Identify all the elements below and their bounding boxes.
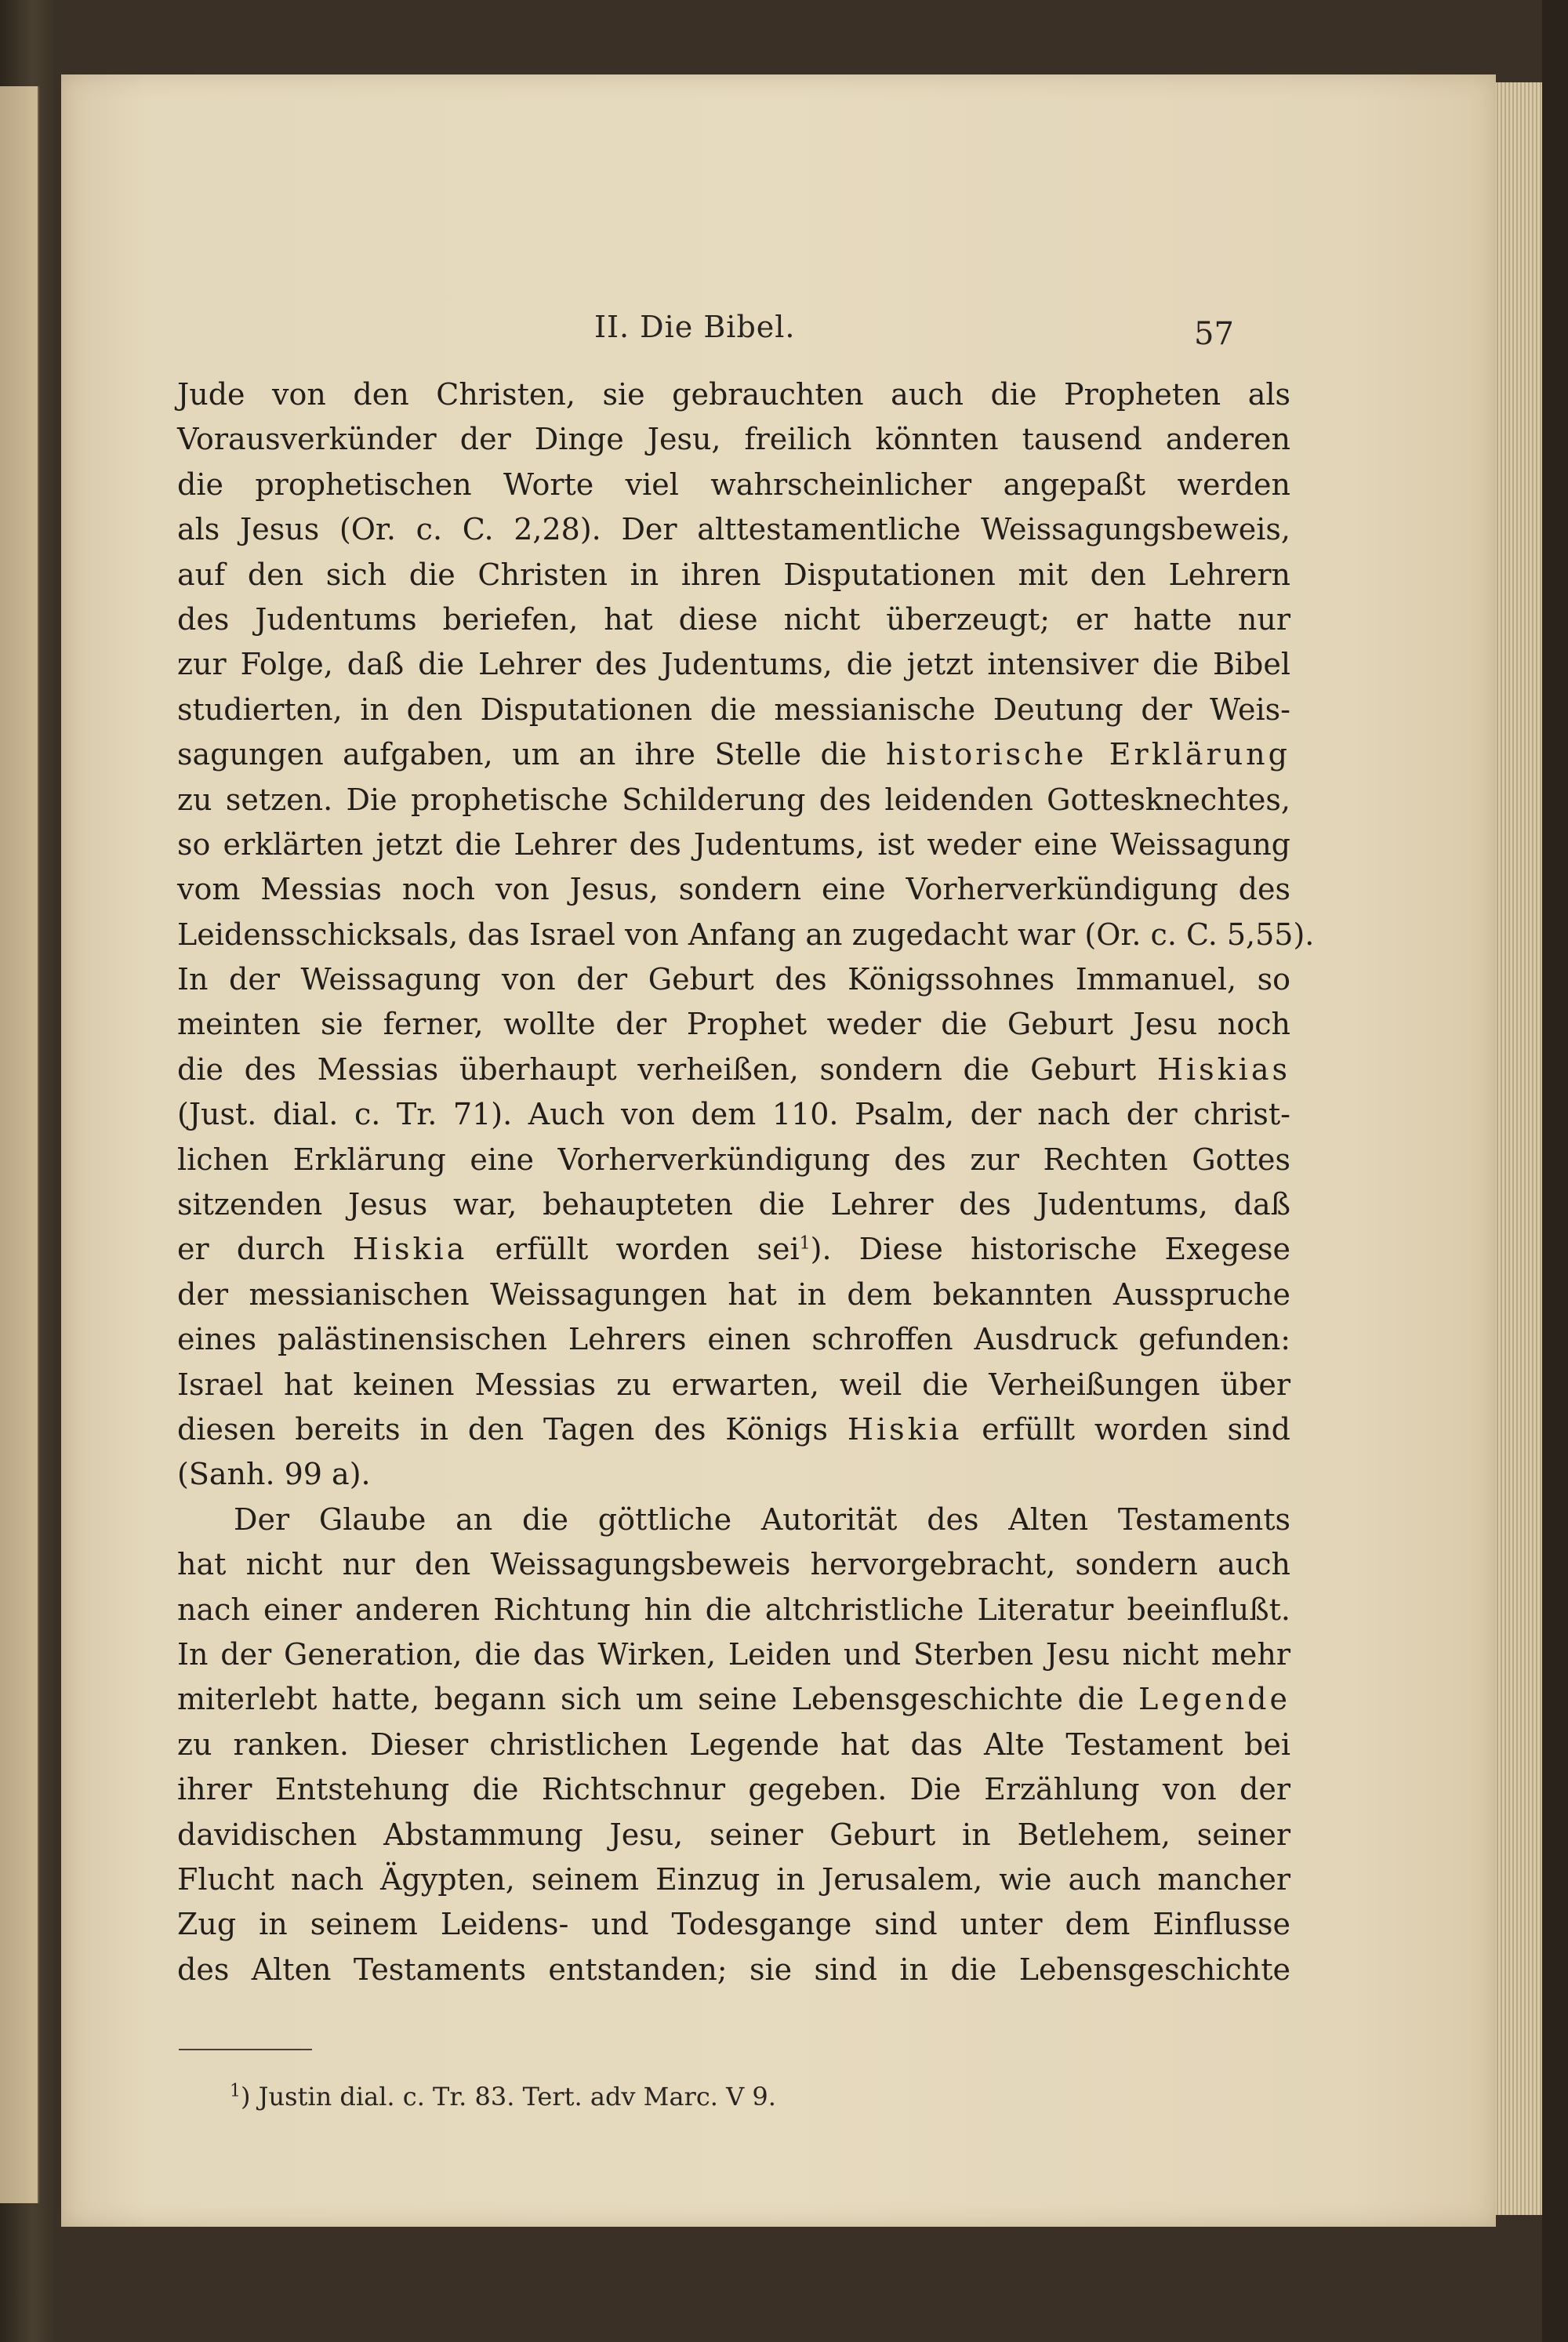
text-line: als Jesus (Or. c. C. 2,28). Der alttestamentliche Weissagungsbeweis, (177, 512, 1290, 547)
spaced-emphasis: Legende (1138, 1682, 1290, 1717)
text-line (177, 732, 1290, 777)
footnote-reference[interactable]: 1 (799, 1233, 811, 1254)
text-line: Jude von den Christen, sie gebrauchten auch die Propheten als (177, 377, 1290, 412)
footnote-text: Justin dial. c. Tr. 83. Tert. adv Marc. V 9. (258, 2082, 776, 2111)
page-stack-edges (1494, 82, 1543, 2215)
text-line: auf den sich die Christen in ihren Disputationen mit den Lehrern (177, 557, 1290, 592)
text-line (177, 1227, 1290, 1272)
text-segment: er durch (177, 1232, 325, 1267)
body-text (177, 372, 1315, 1992)
footnote-marker-close: ) (241, 2082, 251, 2111)
text-line: des Judentums beriefen, hat diese nicht überzeugt; er hatte nur (177, 601, 1290, 637)
text-line: der messianischen Weissagungen hat in dem bekannten Ausspruche (177, 1276, 1290, 1312)
spaced-emphasis: Hiskia (847, 1411, 963, 1447)
spaced-emphasis: Hiskias (1156, 1051, 1290, 1087)
footnote-divider (179, 2049, 312, 2050)
text-line: studierten, in den Disputationen die messianische Deutung der Weis- (177, 692, 1290, 727)
running-title: II. Die Bibel. (594, 310, 796, 344)
text-line: nach einer anderen Richtung hin die altchristliche Literatur beeinflußt. (177, 1592, 1290, 1627)
text-line: sitzenden Jesus war, behaupteten die Lehrer des Judentums, daß (177, 1187, 1290, 1222)
spaced-emphasis: historische Erklärung (886, 737, 1290, 772)
text-line: so erklärten jetzt die Lehrer des Judentums, ist weder eine Weissagung (177, 826, 1290, 862)
text-segment: miterlebt hatte, begann sich um seine Lebensgeschichte die (177, 1682, 1124, 1717)
page-number: 57 (1194, 316, 1234, 352)
right-background (1542, 0, 1568, 2342)
footnote-marker: 1 (230, 2081, 241, 2101)
text-line: zu setzen. Die prophetische Schilderung des leidenden Gottesknechtes, (177, 782, 1290, 817)
text-line: zu ranken. Dieser christlichen Legende hat das Alte Testament bei (177, 1727, 1290, 1762)
page-header (61, 310, 1496, 357)
text-segment: ). (810, 1232, 832, 1267)
text-line: In der Weissagung von der Geburt des Königssohnes Immanuel, so (177, 962, 1290, 997)
text-line: (Sanh. 99 a). (177, 1457, 371, 1492)
book-page (61, 74, 1496, 2227)
text-line: Flucht nach Ägypten, seinem Einzug in Jerusalem, wie auch mancher (177, 1861, 1290, 1897)
text-line (177, 1407, 1290, 1452)
text-line: In der Generation, die das Wirken, Leiden und Sterben Jesu nicht mehr (177, 1636, 1290, 1672)
text-line: Der Glaube an die göttliche Autorität des Alten Testaments (234, 1501, 1290, 1537)
text-segment: Diese historische Exegese (858, 1232, 1290, 1267)
spaced-emphasis: Hiskia (352, 1232, 468, 1267)
text-line: Vorausverkünder der Dinge Jesu, freilich könnten tausend anderen (177, 422, 1290, 457)
text-line: zur Folge, daß die Lehrer des Judentums, die jetzt intensiver die Bibel (177, 647, 1290, 682)
previous-page-edge (0, 86, 39, 2203)
text-line: (Just. dial. c. Tr. 71). Auch von dem 110. Psalm, der nach der christ- (177, 1097, 1290, 1132)
text-segment: erfüllt worden sind (982, 1411, 1290, 1447)
text-line: ihrer Entstehung die Richtschnur gegeben. Die Erzählung von der (177, 1772, 1290, 1807)
text-line: Zug in seinem Leidens- und Todesgange sind unter dem Einflusse (177, 1907, 1290, 1942)
text-line: davidischen Abstammung Jesu, seiner Geburt in Betlehem, seiner (177, 1817, 1290, 1852)
footnote (230, 2082, 776, 2111)
text-line: vom Messias noch von Jesus, sondern eine Vorherverkündigung des (177, 872, 1290, 907)
text-line: lichen Erklärung eine Vorherverkündigung des zur Rechten Gottes (177, 1142, 1290, 1177)
text-segment: erfüllt worden sei (495, 1232, 800, 1267)
text-segment: die des Messias überhaupt verheißen, sondern die Geburt (177, 1051, 1137, 1087)
text-line: eines palästinensischen Lehrers einen schroffen Ausdruck gefunden: (177, 1322, 1290, 1357)
text-line: des Alten Testaments entstanden; sie sind in die Lebensgeschichte (177, 1952, 1290, 1987)
text-line: hat nicht nur den Weissagungsbeweis hervorgebracht, sondern auch (177, 1547, 1290, 1582)
text-segment: sagungen aufgaben, um an ihre Stelle die (177, 737, 867, 772)
text-line: Israel hat keinen Messias zu erwarten, weil die Verheißungen über (177, 1367, 1290, 1402)
text-segment: diesen bereits in den Tagen des Königs (177, 1411, 828, 1447)
text-line: die prophetischen Worte viel wahrscheinlicher angepaßt werden (177, 467, 1290, 502)
text-line (177, 1048, 1290, 1092)
text-line: Leidensschicksals, das Israel von Anfang an zugedacht war (Or. c. C. 5,55). (177, 917, 1315, 952)
text-line: meinten sie ferner, wollte der Prophet weder die Geburt Jesu noch (177, 1007, 1290, 1042)
text-line (177, 1677, 1290, 1722)
